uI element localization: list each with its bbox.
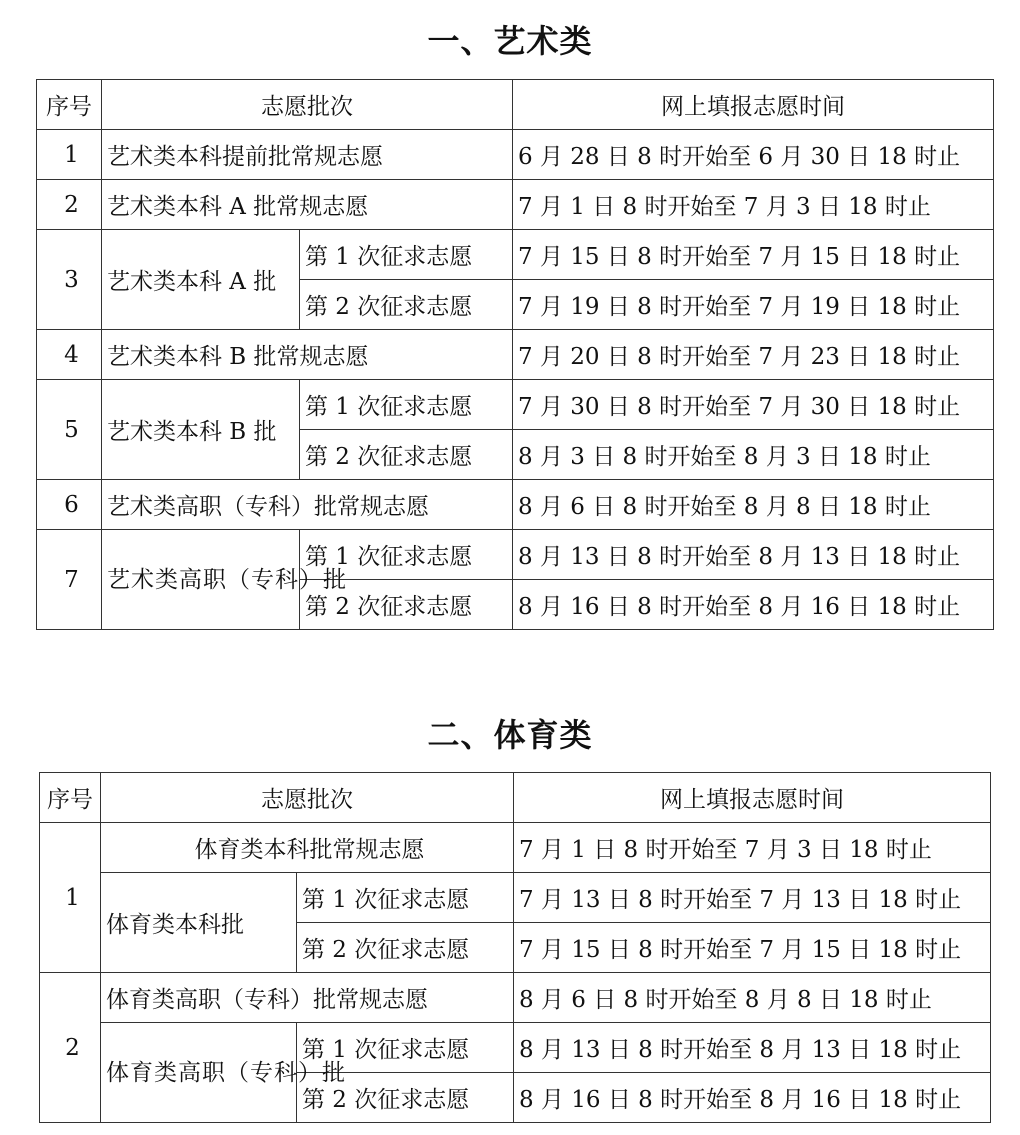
- table-row: [37, 180, 994, 230]
- row-regular-label: 体育类本科批常规志愿: [101, 823, 514, 873]
- art-schedule-table: [36, 79, 994, 630]
- section-title-sports: 二、体育类: [427, 716, 593, 754]
- row-batch: 艺术类本科提前批常规志愿: [102, 130, 513, 180]
- row-seq: 3: [37, 230, 102, 330]
- table-row: [40, 1023, 991, 1073]
- row-batch: 艺术类高职（专科）批常规志愿: [102, 480, 513, 530]
- row-sub-label: 第 2 次征求志愿: [300, 580, 513, 630]
- table-row: [37, 480, 994, 530]
- row-sub-label: 第 2 次征求志愿: [297, 923, 514, 973]
- header-batch: 志愿批次: [102, 80, 513, 130]
- row-sub-label: 第 1 次征求志愿: [300, 230, 513, 280]
- row-seq: 5: [37, 380, 102, 480]
- header-seq: 序号: [40, 773, 101, 823]
- table-row: [37, 330, 994, 380]
- header-seq: 序号: [37, 80, 102, 130]
- row-batch: 艺术类高职（专科）批: [102, 530, 300, 630]
- row-time: 8 月 6 日 8 时开始至 8 月 8 日 18 时止: [513, 480, 994, 530]
- header-time: 网上填报志愿时间: [514, 773, 991, 823]
- row-time: 7 月 15 日 8 时开始至 7 月 15 日 18 时止: [514, 923, 991, 973]
- row-batch: 体育类本科批: [101, 873, 297, 973]
- row-time: 7 月 20 日 8 时开始至 7 月 23 日 18 时止: [513, 330, 994, 380]
- row-sub-label: 第 1 次征求志愿: [297, 1023, 514, 1073]
- row-time: 7 月 1 日 8 时开始至 7 月 3 日 18 时止: [514, 823, 991, 873]
- row-batch: 艺术类本科 A 批: [102, 230, 300, 330]
- header-batch: 志愿批次: [101, 773, 514, 823]
- row-seq: 6: [37, 480, 102, 530]
- row-seq: 7: [37, 530, 102, 630]
- row-seq: 1: [37, 130, 102, 180]
- row-time: 8 月 6 日 8 时开始至 8 月 8 日 18 时止: [514, 973, 991, 1023]
- row-batch: 体育类高职（专科）批: [101, 1023, 297, 1123]
- sports-schedule-table: [39, 772, 991, 1123]
- table-row: [40, 873, 991, 923]
- row-sub-label: 第 1 次征求志愿: [300, 530, 513, 580]
- table-row: [37, 230, 994, 280]
- table-row: [40, 823, 991, 873]
- row-time: 6 月 28 日 8 时开始至 6 月 30 日 18 时止: [513, 130, 994, 180]
- row-sub-label: 第 2 次征求志愿: [300, 430, 513, 480]
- row-seq: 2: [40, 973, 101, 1123]
- section-title-art: 一、艺术类: [427, 22, 593, 60]
- table-row: [37, 130, 994, 180]
- table-row: [37, 530, 994, 580]
- row-sub-label: 第 2 次征求志愿: [300, 280, 513, 330]
- row-time: 8 月 16 日 8 时开始至 8 月 16 日 18 时止: [513, 580, 994, 630]
- row-sub-label: 第 1 次征求志愿: [300, 380, 513, 430]
- row-batch: 艺术类本科 B 批常规志愿: [102, 330, 513, 380]
- row-time: 8 月 13 日 8 时开始至 8 月 13 日 18 时止: [513, 530, 994, 580]
- row-seq: 4: [37, 330, 102, 380]
- table-row: [40, 973, 991, 1023]
- header-time: 网上填报志愿时间: [513, 80, 994, 130]
- row-time: 7 月 30 日 8 时开始至 7 月 30 日 18 时止: [513, 380, 994, 430]
- row-time: 8 月 13 日 8 时开始至 8 月 13 日 18 时止: [514, 1023, 991, 1073]
- row-time: 7 月 1 日 8 时开始至 7 月 3 日 18 时止: [513, 180, 994, 230]
- row-seq: 2: [37, 180, 102, 230]
- row-regular-label: 体育类高职（专科）批常规志愿: [101, 973, 514, 1023]
- row-time: 8 月 3 日 8 时开始至 8 月 3 日 18 时止: [513, 430, 994, 480]
- row-time: 8 月 16 日 8 时开始至 8 月 16 日 18 时止: [514, 1073, 991, 1123]
- row-time: 7 月 15 日 8 时开始至 7 月 15 日 18 时止: [513, 230, 994, 280]
- row-batch: 艺术类本科 A 批常规志愿: [102, 180, 513, 230]
- table-header-row: [37, 80, 994, 130]
- table-row: [37, 380, 994, 430]
- row-sub-label: 第 2 次征求志愿: [297, 1073, 514, 1123]
- row-time: 7 月 13 日 8 时开始至 7 月 13 日 18 时止: [514, 873, 991, 923]
- row-time: 7 月 19 日 8 时开始至 7 月 19 日 18 时止: [513, 280, 994, 330]
- row-sub-label: 第 1 次征求志愿: [297, 873, 514, 923]
- table-header-row: [40, 773, 991, 823]
- row-seq: 1: [40, 823, 101, 973]
- row-batch: 艺术类本科 B 批: [102, 380, 300, 480]
